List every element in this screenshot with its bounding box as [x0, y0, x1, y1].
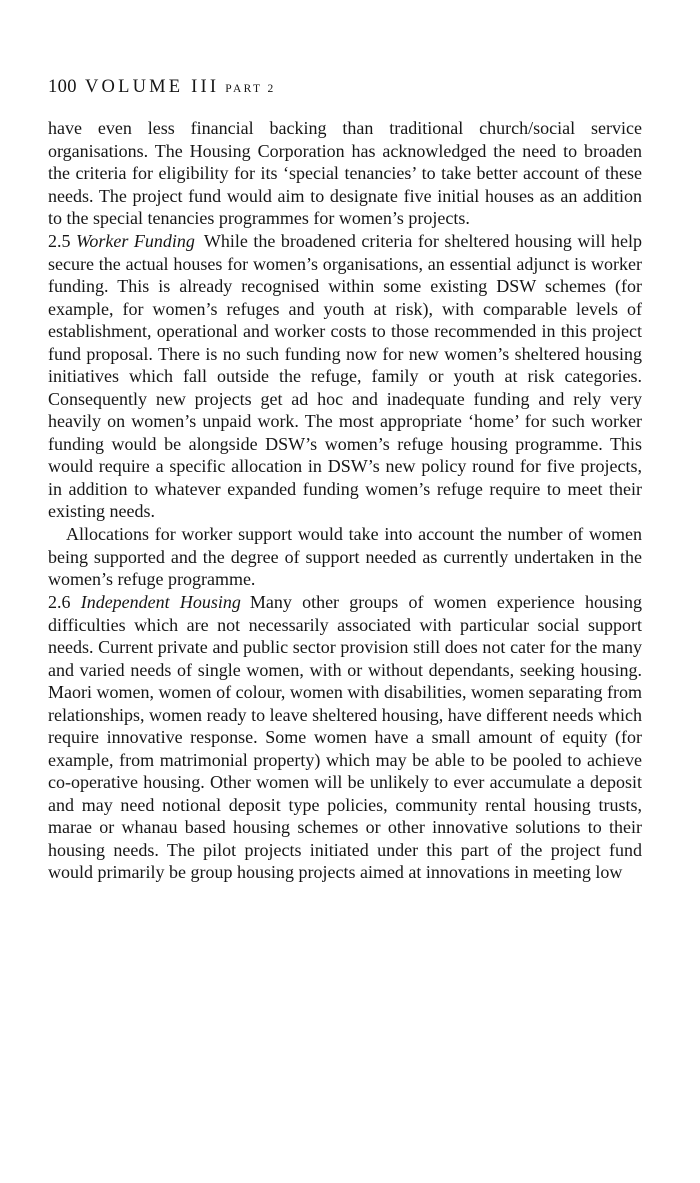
section-heading-independent-housing: Independent Housing	[80, 592, 241, 612]
section-2-6	[48, 591, 642, 884]
volume-label: VOLUME III	[84, 77, 220, 97]
section-number: 2.6	[48, 592, 71, 612]
paragraph-continued: have even less financial backing than traditional church/social service organisations. The Housing Corporation has acknowledged the need to broaden the criteria for eligibility for its ‘special tenancies’ to take better account of these needs. The project fund would aim to designate five initial houses as an addition to the special tenancies programmes for women’s projects.	[48, 118, 642, 228]
document-page	[48, 76, 642, 884]
part-label: PART 2	[225, 83, 276, 95]
section-body: While the broadened criteria for sheltered housing will help secure the actual houses for women’s organisations, an essential adjunct is worker funding. This is already recognised within some existing DSW schemes (for example, for women’s refuges and youth at risk), with comparable levels of establishment, operational and worker costs to those recommended in this project fund proposal. There is no such funding now for new women’s sheltered housing initiatives which fall outside the refuge, family or youth at risk categories. Consequently new projects get ad hoc and inadequate funding and rely very heavily on women’s unpaid work. The most appropriate ‘home’ for such worker funding would be alongside DSW’s women’s refuge housing programme. This would require a specific allocation in DSW’s new policy round for five projects, in addition to whatever expanded funding women’s refuge require to meet their existing needs.	[48, 231, 642, 521]
running-head	[48, 76, 642, 100]
section-number: 2.5	[48, 231, 71, 251]
section-body: Many other groups of women experience housing difficulties which are not necessarily associated with particular social support needs. Current private and public sector provision still does not cater for the many and varied needs of single women, with or without dependants, seeking housing. Maori women, women of colour, women with disabilities, women separating from relationships, women ready to leave sheltered housing, have different needs which require innovative response. Some women have a small amount of equity (for example, from matrimonial property) which may be able to be pooled to achieve co-operative housing. Other women will be unlikely to ever accumulate a deposit and may need notional deposit type policies, community rental housing trusts, marae or whanau based housing schemes or other innovative solutions to their housing needs. The pilot projects initiated under this part of the project fund would primarily be group housing projects aimed at innovations in meeting low	[48, 592, 642, 882]
section-2-5	[48, 230, 642, 523]
section-heading-worker-funding: Worker Funding	[76, 231, 195, 251]
paragraph-allocations: Allocations for worker support would take into account the number of women being supported and the degree of support needed as currently undertaken in the women’s refuge programme.	[48, 524, 642, 589]
page-number: 100	[48, 77, 77, 97]
